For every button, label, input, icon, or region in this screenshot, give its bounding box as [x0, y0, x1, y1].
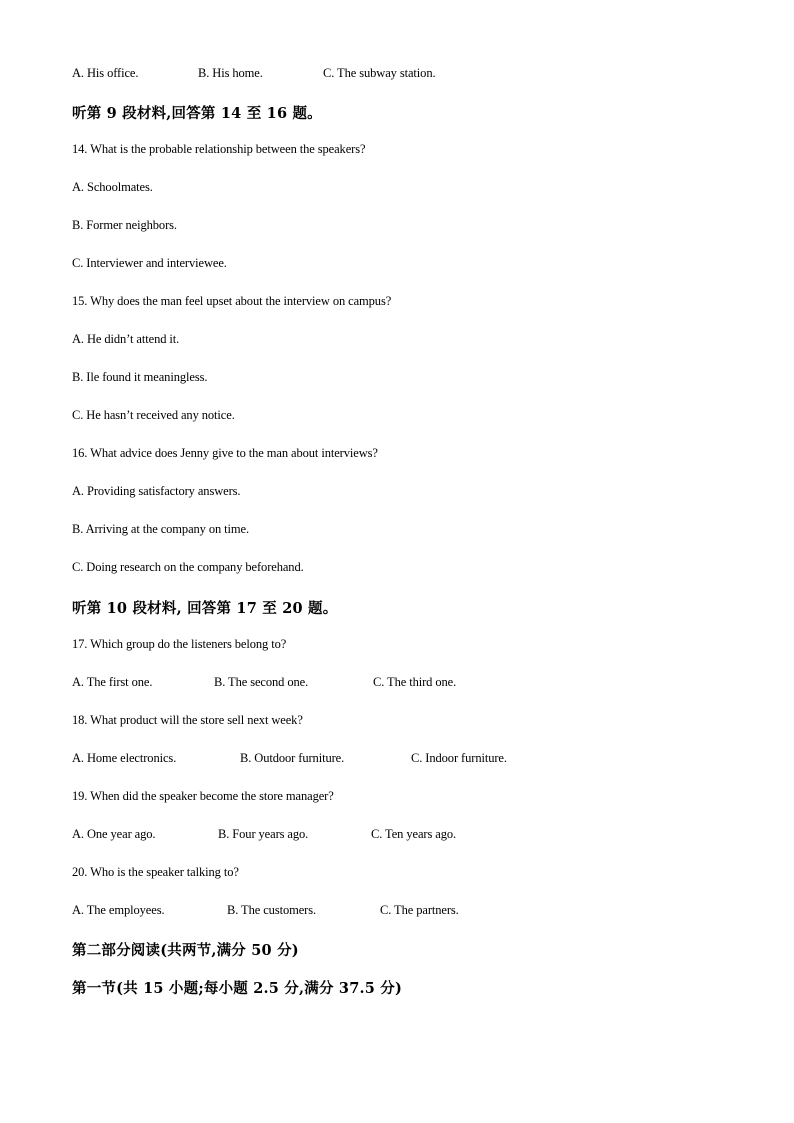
q14-option-c: C. Interviewer and interviewee. [72, 256, 227, 270]
q18-option-b: B. Outdoor furniture. [240, 751, 345, 765]
q19-option-c: C. Ten years ago. [371, 827, 457, 841]
q15-option-c: C. He hasn’t received any notice. [72, 408, 235, 422]
q14-option-a: A. Schoolmates. [72, 180, 153, 194]
q20-option-a: A. The employees. [72, 903, 165, 917]
q13-option-c: C. The subway station. [323, 66, 436, 80]
q19-question: 19. When did the speaker become the store manager? [72, 789, 334, 803]
q16-option-a: A. Providing satisfactory answers. [72, 484, 241, 498]
q19-option-b: B. Four years ago. [218, 827, 309, 841]
q16-question: 16. What advice does Jenny give to the man about interviews? [72, 446, 378, 460]
q13-option-b: B. His home. [198, 66, 263, 80]
q13-option-a: A. His office. [72, 66, 139, 80]
q15-option-a: A. He didn’t attend it. [72, 332, 180, 346]
q17-option-c: C. The third one. [373, 675, 457, 689]
q18-question: 18. What product will the store sell next week? [72, 713, 303, 727]
q15-question: 15. Why does the man feel upset about the interview on campus? [72, 294, 392, 308]
part2-heading: 第二部分阅读(共两节,满分 50 分) [72, 942, 299, 959]
q18-option-c: C. Indoor furniture. [411, 751, 507, 765]
q16-option-b: B. Arriving at the company on time. [72, 522, 250, 536]
section9-heading: 听第 9 段材料,回答第 14 至 16 题。 [72, 105, 322, 122]
q16-option-c: C. Doing research on the company beforehand. [72, 560, 304, 574]
q17-option-b: B. The second one. [214, 675, 309, 689]
q20-question: 20. Who is the speaker talking to? [72, 865, 239, 879]
q15-option-b: B. Ile found it meaningless. [72, 370, 208, 384]
q14-option-b: B. Former neighbors. [72, 218, 177, 232]
q20-option-b: B. The customers. [227, 903, 317, 917]
q17-option-a: A. The first one. [72, 675, 153, 689]
q17-question: 17. Which group do the listeners belong to? [72, 637, 287, 651]
q18-option-a: A. Home electronics. [72, 751, 177, 765]
section1-heading: 第一节(共 15 小题;每小题 2.5 分,满分 37.5 分) [72, 980, 403, 997]
q19-option-a: A. One year ago. [72, 827, 156, 841]
section10-heading: 听第 10 段材料, 回答第 17 至 20 题。 [72, 600, 338, 617]
q14-question: 14. What is the probable relationship between the speakers? [72, 142, 366, 156]
q20-option-c: C. The partners. [380, 903, 459, 917]
